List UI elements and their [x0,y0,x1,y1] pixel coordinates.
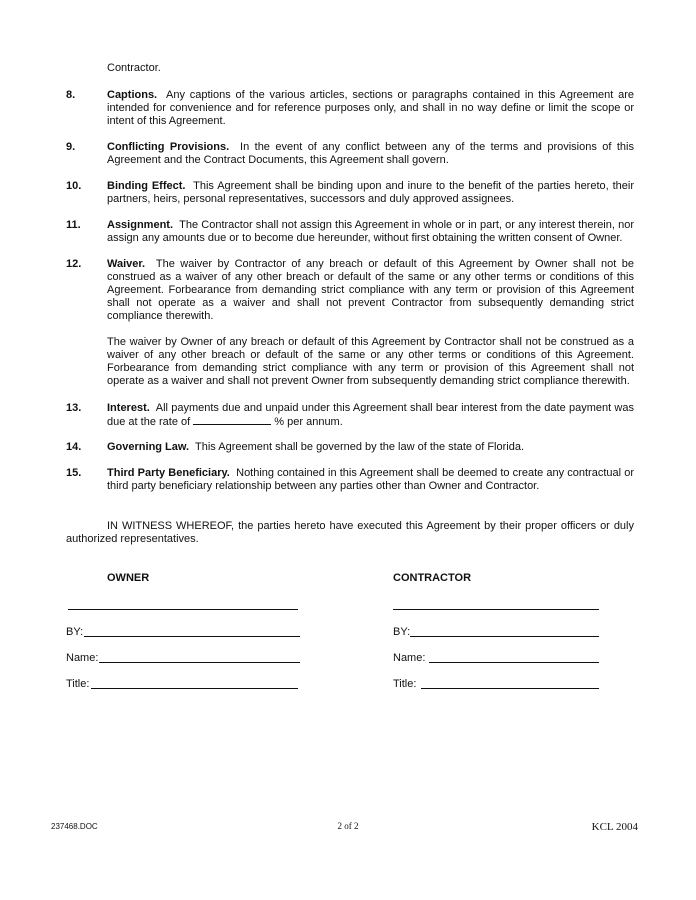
section-10 [66,180,634,206]
section-title: Assignment. [107,219,174,231]
section-number: 14. [66,441,82,453]
section-9 [66,141,634,167]
section-12 [66,258,634,388]
owner-heading: OWNER [107,572,150,584]
section-text: This Agreement shall be binding upon and inure to the benefit of the parties hereto, their partners, heirs, personal representatives, successors and duly approved assignees. [107,180,635,205]
section-text: Any captions of the various articles, sections or paragraphs contained in this Agreement are intended for convenience and for reference purposes only, and shall in no way define or limit the scope or intent of this Agreement. [107,89,634,127]
section-title: Interest. [107,402,150,414]
owner-name-line[interactable] [99,662,300,663]
section-14 [66,441,634,454]
footer-doc-id: 237468.DOC [51,822,98,831]
section-8 [66,89,634,128]
section-title: Captions. [107,89,158,101]
section-number: 10. [66,180,82,192]
footer-page-number: 2 of 2 [337,821,359,831]
witness-text: IN WITNESS WHEREOF, the parties hereto have executed this Agreement by their proper officers or duly authorized representatives. [66,520,634,545]
footer-right-text: KCL 2004 [591,821,638,833]
section-title: Conflicting Provisions. [107,141,230,153]
section-title: Binding Effect. [107,180,186,192]
contractor-title-line[interactable] [421,688,599,689]
section-title: Third Party Beneficiary. [107,467,230,479]
section-text: Nothing contained in this Agreement shall be deemed to create any contractual or third party beneficiary relationship between any parties other than Owner and Contractor. [107,467,634,492]
section-number: 13. [66,402,82,414]
contractor-by-line[interactable] [410,636,599,637]
section-11 [66,219,634,245]
contractor-name-line[interactable] [429,662,599,663]
section-text: The Contractor shall not assign this Agreement in whole or in part, or any interest therein, nor assign any amounts due or to become due hereunder, without first obtaining the written consent of Owner. [107,219,634,244]
owner-title-label: Title: [66,678,90,690]
interest-rate-blank[interactable] [193,415,271,425]
contractor-name-label: Name: [393,652,426,664]
contractor-title-label: Title: [393,678,417,690]
section-text-paragraph-2: The waiver by Owner of any breach or default of this Agreement by Contractor shall not be construed as a waiver of any other breach or default of the same or any other terms or conditions of this Agreement. Forbearance from demanding strict compliance with any term or provision of this Agreement shall not operate as a waiver and shall not prevent Owner from subsequently demanding strict compliance therewith. [107,336,634,387]
section-number: 12. [66,258,82,270]
section-text: This Agreement shall be governed by the law of the state of Florida. [195,441,524,453]
owner-by-line[interactable] [84,636,300,637]
section-text-after: % per annum. [274,416,343,428]
lead-text: Contractor. [107,62,161,74]
witness-clause [66,520,634,546]
section-number: 15. [66,467,82,479]
section-title: Waiver. [107,258,146,270]
owner-title-line[interactable] [91,688,298,689]
section-text: The waiver by Contractor of any breach or default of this Agreement by Owner shall not be construed as a waiver of any other breach or default of the same or any other terms or conditions of this Agreement. Forbearance from demanding strict compliance with any term or provision of this Agreement shall not operate as a waiver and shall not prevent Contractor from subsequently demanding strict compliance therewith. [107,258,634,322]
owner-name-label: Name: [66,652,99,664]
owner-signature-line[interactable] [68,609,298,610]
section-text: All payments due and unpaid under this Agreement shall bear interest from the date payment was due at the rate of [107,402,634,428]
contractor-by-label: BY: [393,626,411,638]
section-number: 11. [66,219,81,231]
section-13 [66,402,634,429]
contractor-signature-line[interactable] [393,609,599,610]
section-title: Governing Law. [107,441,190,453]
section-text: In the event of any conflict between any of the terms and provisions of this Agreement and the Contract Documents, this Agreement shall govern. [107,141,634,166]
section-number: 9. [66,141,76,153]
section-number: 8. [66,89,76,101]
section-15 [66,467,634,493]
owner-by-label: BY: [66,626,84,638]
contractor-heading: CONTRACTOR [393,572,472,584]
